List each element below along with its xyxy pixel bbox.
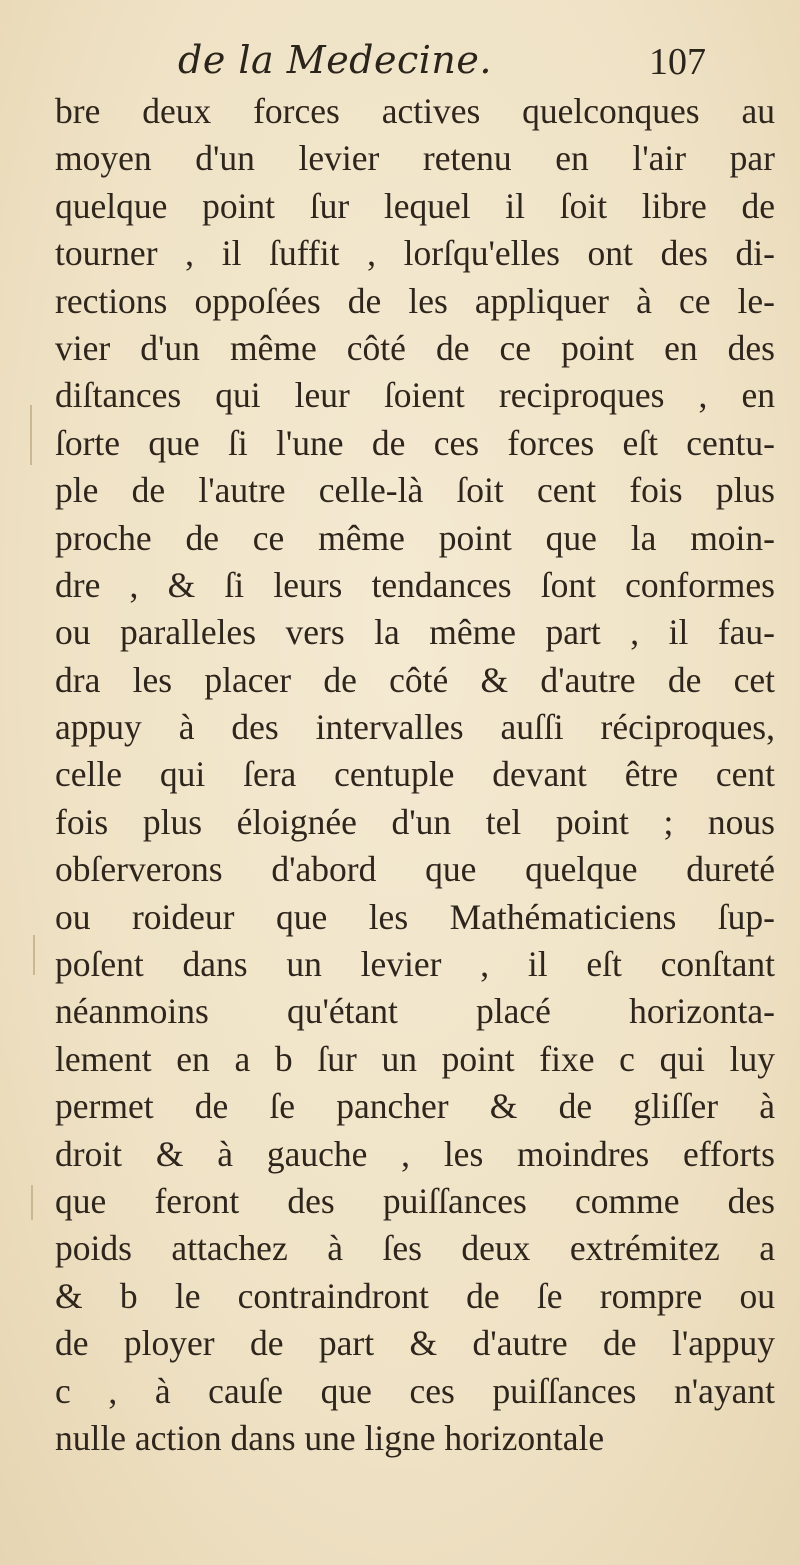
text-line: ple de l'autre celle-là ſoit cent fois plus <box>55 470 775 511</box>
running-title: de la Medecine. <box>178 38 492 82</box>
text-line: & b le contraindront de ſe rompre ou <box>55 1275 775 1316</box>
text-line: moyen d'un levier retenu en l'air par <box>55 138 775 179</box>
text-line: dra les placer de côté & d'autre de cet <box>55 659 775 700</box>
text-line: fois plus éloignée d'un tel point ; nous <box>55 801 775 842</box>
margin-fold-mark <box>31 1185 33 1220</box>
text-line: quelque point ſur lequel il ſoit libre de <box>55 185 775 226</box>
text-line: appuy à des intervalles auſſi réciproques, <box>55 707 775 748</box>
text-line: droit & à gauche , les moindres efforts <box>55 1133 775 1174</box>
text-line: obſerverons d'abord que quelque dureté <box>55 849 775 890</box>
text-line: celle qui ſera centuple devant être cent <box>55 754 775 795</box>
text-line: ou roideur que les Mathématiciens ſup- <box>55 896 775 937</box>
page-header <box>160 38 720 94</box>
margin-fold-mark <box>33 935 35 975</box>
text-line: dre , & ſi leurs tendances ſont conformes <box>55 564 775 605</box>
text-line: c , à cauſe que ces puiſſances n'ayant <box>55 1370 775 1411</box>
margin-fold-mark <box>30 405 32 465</box>
text-line: ſorte que ſi l'une de ces forces eſt centu- <box>55 422 775 463</box>
text-line: tourner , il ſuffit , lorſqu'elles ont des di- <box>55 233 775 274</box>
text-line: que feront des puiſſances comme des <box>55 1180 775 1221</box>
text-line: poids attachez à ſes deux extrémitez a <box>55 1228 775 1269</box>
text-line: vier d'un même côté de ce point en des <box>55 327 775 368</box>
text-line: de ployer de part & d'autre de l'appuy <box>55 1323 775 1364</box>
body-text <box>55 88 775 1462</box>
text-line: bre deux forces actives quelconques au <box>55 91 775 131</box>
text-line: rections oppoſées de les appliquer à ce le- <box>55 280 775 321</box>
text-line: nulle action dans une ligne horizontale <box>55 1417 605 1458</box>
text-line: néanmoins qu'étant placé horizonta- <box>55 991 775 1032</box>
text-line: poſent dans un levier , il eſt conſtant <box>55 944 775 985</box>
text-line: lement en a b ſur un point fixe c qui luy <box>55 1038 775 1079</box>
text-line: permet de ſe pancher & de gliſſer à <box>55 1086 775 1127</box>
page-number: 107 <box>649 41 706 83</box>
text-line: proche de ce même point que la moin- <box>55 517 775 558</box>
text-line: ou paralleles vers la même part , il fau- <box>55 612 775 653</box>
text-line: diſtances qui leur ſoient reciproques , en <box>55 375 775 416</box>
